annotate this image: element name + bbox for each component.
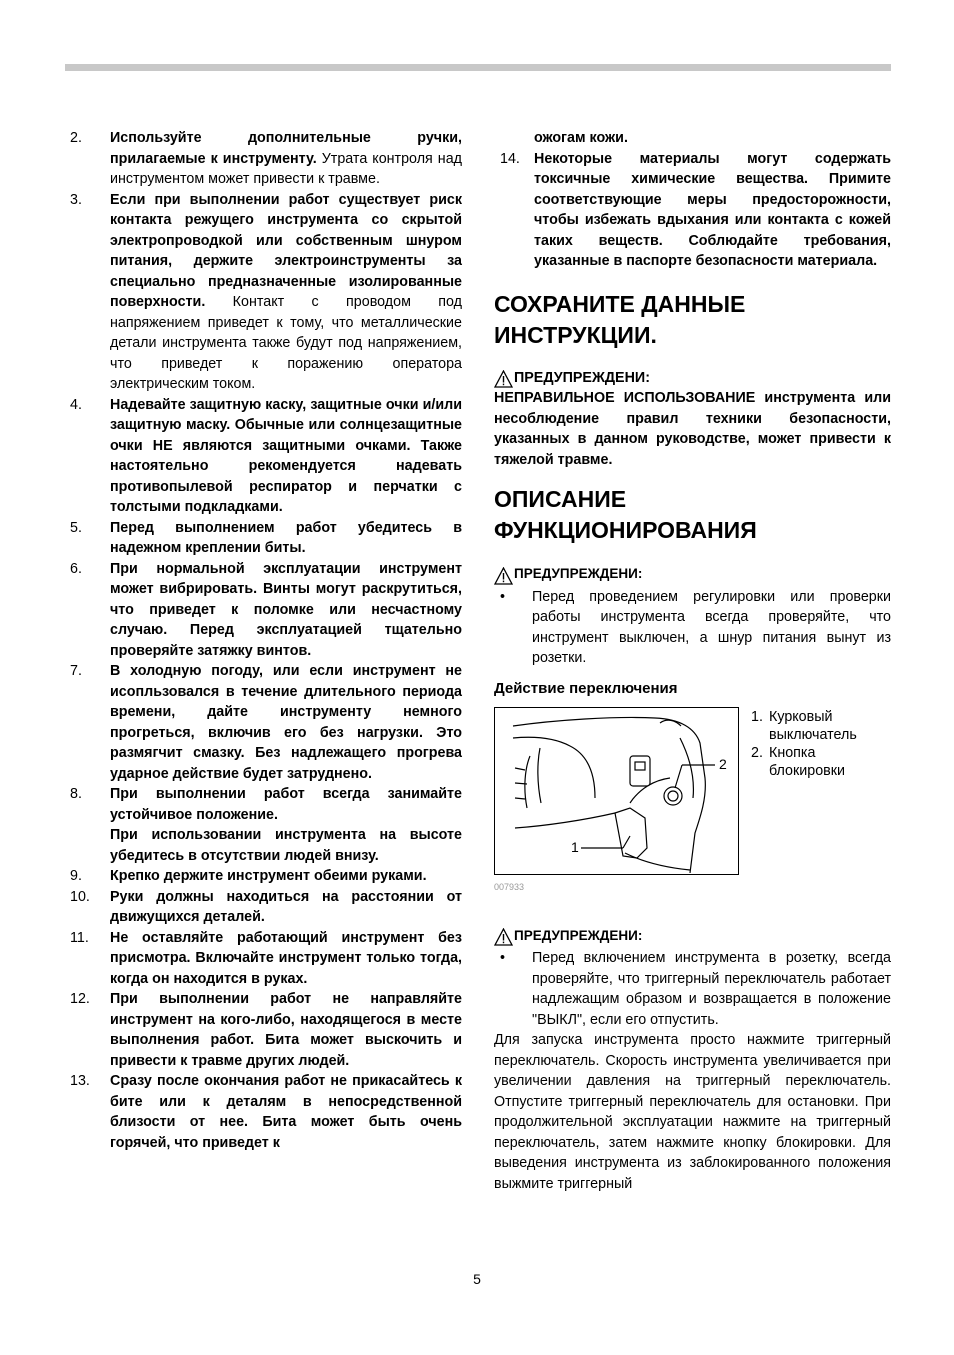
figure-row bbox=[494, 707, 891, 898]
list-item bbox=[70, 190, 462, 395]
item-number: 7. bbox=[70, 663, 82, 679]
bullet-dot: • bbox=[500, 588, 506, 605]
drill-illustration-icon bbox=[495, 708, 737, 873]
warning-label bbox=[494, 368, 891, 389]
legend-item bbox=[751, 744, 891, 780]
item-number: 2. bbox=[70, 130, 82, 146]
switch-instructions-paragraph: Для запуска инструмента просто нажмите триггерный переключатель. Скорость инструмента увеличивается при увеличении давления на триггерный переключатель. Отпустите триггерный переключатель для остановки. При продолжительной эксплуатации нажмите на триггерный переключатель, затем нажмите кнопку блокировки. Для выведения инструмента из заблокированного положения выжмите триггерный bbox=[494, 1032, 891, 1192]
item-bold-text: При использовании инструмента на высоте убедитесь в отсутствии людей внизу. bbox=[110, 827, 462, 864]
item-bold-text: Используйте дополнительные ручки, прилагаемые к инструменту. bbox=[110, 130, 462, 167]
list-item bbox=[70, 784, 462, 866]
item-bold-text: В холодную погоду, или если инструмент не исопльзовался в течение длительного периода времени, дайте инструменту немного прогреться, включив его без нагрузки. Это размягчит смазку. Без надлежащего прогрева ударное действие будет затруднено. bbox=[110, 663, 462, 782]
figure-legend bbox=[751, 708, 891, 898]
list-item bbox=[494, 149, 891, 272]
item-number: 3. bbox=[70, 191, 82, 208]
item-bold-text: Руки должны находиться на расстоянии от движущихся деталей. bbox=[110, 888, 462, 925]
warning-triangle-icon bbox=[494, 567, 513, 585]
list-item bbox=[70, 128, 462, 190]
callout-2: 2 bbox=[719, 756, 727, 772]
item-bold-text: ожогам кожи. bbox=[534, 130, 628, 146]
list-item bbox=[70, 887, 462, 928]
warning-label-text: ПРЕДУПРЕЖДЕНИ: bbox=[514, 927, 643, 943]
item-bold-text: При нормальной эксплуатации инструмент может вибрировать. Винты могут раскрутиться, что приведет к поломке или несчастному случаю. Перед эксплуатацией тщательно проверяйте затяжку винтов. bbox=[110, 560, 462, 659]
warning-label bbox=[494, 564, 891, 585]
subheading-switch-action: Действие переключения bbox=[494, 679, 678, 697]
warning-label-text: ПРЕДУПРЕЖДЕНИ: bbox=[514, 566, 643, 581]
item-bold-text: Не оставляйте работающий инструмент без присмотра. Включайте инструмент только тогда, когда он находится в руках. bbox=[110, 929, 462, 987]
item-number: 8. bbox=[70, 786, 82, 802]
item-bold-text: Сразу после окончания работ не прикасайтесь к бите или к деталям в непосредственной близости от нее. Бита может быть очень горячей, что приведет к bbox=[110, 1073, 462, 1151]
item-bold-text: Если при выполнении работ существует риск контакта режущего инструмента со скрытой электропроводкой или собственным шнуром питания, держите электроинструменты за специально предназначенные изолированные поверхности. bbox=[110, 191, 462, 310]
legend-text: Курковый выключатель bbox=[769, 709, 857, 743]
legend-number: 2. bbox=[751, 745, 763, 761]
legend-number: 1. bbox=[751, 709, 763, 725]
list-item bbox=[70, 518, 462, 559]
item-bold-text: Надевайте защитную каску, защитные очки и/или защитную маску. Обычные или солнцезащитные очки НЕ являются защитными очками. Также настоятельно рекомендуется надевать противопылевой респиратор и перчатки с толстыми подкладками. bbox=[110, 396, 462, 515]
left-column bbox=[70, 128, 462, 1153]
item-bold-text: Перед выполнением работ убедитесь в надежном креплении биты. bbox=[110, 519, 462, 556]
heading-save-instructions: СОХРАНИТЕ ДАННЫЕ ИНСТРУКЦИИ. bbox=[494, 290, 746, 348]
item-number: 6. bbox=[70, 560, 82, 577]
item-number: 14. bbox=[500, 150, 520, 167]
item-bold-text: Некоторые материалы могут содержать токсичные химические вещества. Примите соответствующие меры предосторожности, чтобы избежать вдыхания или контакта с кожей таких веществ. Соблюдайте требования, указанные в паспорте безопасности материала. bbox=[534, 150, 891, 269]
item-number: 12. bbox=[70, 991, 90, 1007]
list-item-continuation bbox=[494, 128, 891, 149]
item-bold-text: Крепко держите инструмент обеими руками. bbox=[110, 868, 427, 884]
bullet-text: Перед включением инструмента в розетку, всегда проверяйте, что триггерный переключатель работает надлежащим образом и возвращается в положение "ВЫКЛ", если его отпустить. bbox=[532, 950, 891, 1028]
list-item bbox=[70, 928, 462, 990]
right-column bbox=[494, 128, 891, 1194]
page-number: 5 bbox=[473, 1271, 481, 1287]
list-item bbox=[70, 866, 462, 887]
callout-1: 1 bbox=[571, 839, 579, 855]
bullet-item bbox=[494, 948, 891, 1030]
list-item bbox=[70, 1071, 462, 1153]
header-rule bbox=[65, 64, 891, 71]
bullet-dot: • bbox=[500, 950, 506, 966]
figure-code: 007933 bbox=[494, 882, 525, 892]
item-text: Утрата контроля над инструментом может привести к травме. bbox=[110, 150, 462, 187]
legend-text: Кнопка блокировки bbox=[769, 745, 845, 779]
list-item bbox=[70, 395, 462, 518]
bullet-text: Перед проведением регулировки или проверки работы инструмента всегда проверяйте, что инструмент выключен, а шнур питания вынут из розетки. bbox=[532, 588, 891, 666]
list-item bbox=[70, 661, 462, 784]
warning-label bbox=[494, 926, 891, 947]
legend-item bbox=[751, 708, 891, 744]
list-item bbox=[70, 989, 462, 1071]
item-number-blank bbox=[494, 128, 534, 149]
warning-text: НЕПРАВИЛЬНОЕ ИСПОЛЬЗОВАНИЕ инструмента или несоблюдение правил техники безопасности, указанных в данном руководстве, может привести к тяжелой травме. bbox=[494, 390, 891, 468]
item-number: 11. bbox=[70, 929, 89, 946]
item-number: 5. bbox=[70, 519, 82, 536]
item-text: Контакт с проводом под напряжением приведет к тому, что металлические детали инструмента также будут под напряжением, что приведет к поражению оператора электрическим током. bbox=[110, 294, 462, 392]
item-number: 13. bbox=[70, 1073, 90, 1089]
item-number: 4. bbox=[70, 396, 82, 413]
item-number: 10. bbox=[70, 888, 90, 905]
list-item bbox=[70, 559, 462, 662]
warning-label-text: ПРЕДУПРЕЖДЕНИ: bbox=[514, 369, 650, 386]
warning-triangle-icon bbox=[494, 928, 513, 946]
heading-functional-description: ОПИСАНИЕ ФУНКЦИОНИРОВАНИЯ bbox=[494, 486, 757, 543]
switch-illustration bbox=[494, 707, 739, 875]
bullet-item bbox=[494, 587, 891, 669]
item-number: 9. bbox=[70, 868, 82, 884]
item-bold-text: При выполнении работ не направляйте инструмент на кого-либо, находящегося в месте выполнения работ. Бита может выскочить и привести к травме других людей. bbox=[110, 991, 462, 1069]
warning-triangle-icon bbox=[494, 370, 513, 388]
item-bold-text: При выполнении работ всегда занимайте устойчивое положение. bbox=[110, 786, 462, 823]
